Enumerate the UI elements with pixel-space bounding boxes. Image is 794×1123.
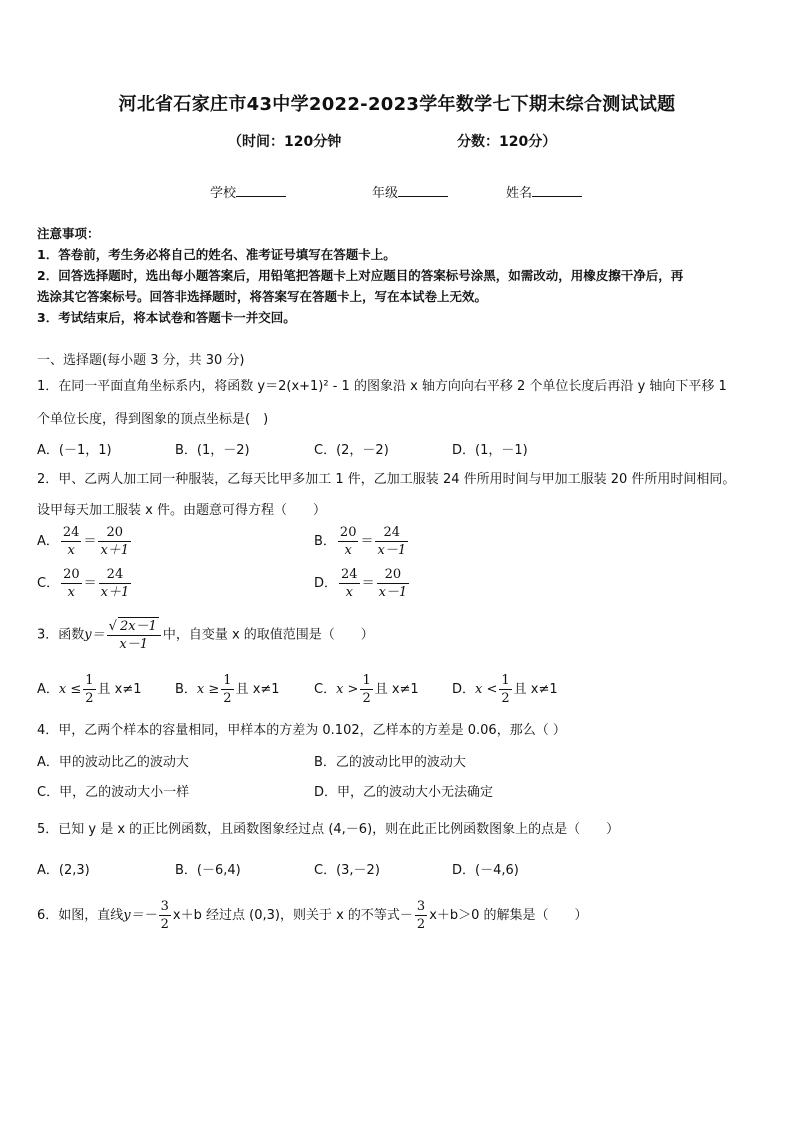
- q6-stem: 6．如图，直线y＝－ $\frac{3}{2}$ x＋b 经过点 (0,3)，则关于 x 的不等式－ $\frac{3}{2}$ x＋b＞0 的解集是（ ）: [37, 899, 588, 932]
- q1-option-b[interactable]: B．(1，－2): [175, 443, 250, 458]
- q5-option-a[interactable]: A．(2,3): [37, 863, 90, 878]
- page-title: 河北省石家庄市43中学2022-2023学年数学七下期末综合测试试题: [118, 94, 676, 115]
- q2-option-c[interactable]: C． $\frac{20}{x}$ ＝ $\frac{24}{x+1}$: [37, 567, 130, 600]
- fraction: $\frac{24}{x}$: [341, 567, 358, 600]
- name-blank[interactable]: [532, 184, 582, 197]
- grade-field: [372, 182, 448, 201]
- note-item: 1．答卷前，考生务必将自己的姓名、准考证号填写在答题卡上。: [37, 247, 396, 262]
- fraction: $\frac{1}{2}$: [501, 673, 510, 706]
- q2-stem-line2: 设甲每天加工服装 x 件。由题意可得方程（ ）: [37, 503, 326, 518]
- fraction: $\frac{24}{x-1}$: [377, 525, 407, 558]
- exam-score: 分数：120分）: [457, 134, 557, 150]
- fraction: $\frac{20}{x+1}$: [100, 525, 130, 558]
- fraction: $\frac{24}{x}$: [62, 525, 80, 558]
- q2-option-d[interactable]: D． $\frac{24}{x}$ ＝ $\frac{20}{x-1}$: [314, 567, 408, 600]
- q2-stem-line1: 2．甲、乙两人加工同一种服装，乙每天比甲多加工 1 件，乙加工服装 24 件所用时间与甲加工服装 20 件所用时间相同。: [37, 472, 736, 487]
- q1-option-c[interactable]: C．(2，－2): [314, 443, 389, 458]
- school-blank[interactable]: [236, 184, 286, 197]
- q5-option-b[interactable]: B．(－6,4): [175, 863, 241, 878]
- option-label: B．: [314, 534, 336, 549]
- name-field: [506, 182, 582, 201]
- notes-heading: 注意事项：: [37, 226, 100, 241]
- q1-stem-line1: 1．在同一平面直角坐标系内，将函数 y＝2(x+1)² - 1 的图象沿 x 轴方向向右平移 2 个单位长度后再沿 y 轴向下平移 1: [37, 379, 727, 394]
- school-field: [210, 182, 286, 201]
- fraction: $\frac{3}{2}$: [160, 899, 169, 932]
- option-label: A．: [37, 534, 59, 549]
- q4-option-a[interactable]: A．甲的波动比乙的波动大: [37, 755, 189, 770]
- grade-blank[interactable]: [398, 184, 448, 197]
- q1-stem-line2: 个单位长度，得到图象的顶点坐标是( ): [37, 412, 269, 427]
- note-item: 2．回答选择题时，选出每小题答案后，用铅笔把答题卡上对应题目的答案标号涂黑，如需改动，用橡皮擦干净后，再: [37, 268, 684, 283]
- q3-stem: 3．函数y＝ $\frac{√ 2x-1}{x-1}$ 中，自变量 x 的取值范围是（ ）: [37, 619, 374, 652]
- exam-time: （时间：120分钟: [228, 134, 342, 150]
- q5-stem: 5．已知 y 是 x 的正比例函数，且函数图象经过点 (4,－6)，则在此正比例函数图象上的点是（ ）: [37, 822, 620, 837]
- fraction: $\frac{3}{2}$: [416, 899, 426, 932]
- q3-option-a[interactable]: A．x ≤ $\frac{1}{2}$ 且 x≠1: [37, 673, 142, 706]
- q4-stem: 4．甲，乙两个样本的容量相同，甲样本的方差为 0.102，乙样本的方差是 0.06，那么（ ）: [37, 723, 566, 738]
- q4-option-d[interactable]: D．甲，乙的波动大小无法确定: [314, 785, 494, 800]
- section-heading: 一、选择题(每小题 3 分，共 30 分): [37, 353, 245, 368]
- fraction: $\frac{20}{x-1}$: [378, 567, 408, 600]
- school-label: 学校: [210, 186, 237, 201]
- q3-option-c[interactable]: C．x > $\frac{1}{2}$ 且 x≠1: [314, 673, 419, 706]
- q3-option-b[interactable]: B．x ≥ $\frac{1}{2}$ 且 x≠1: [175, 673, 280, 706]
- fraction: $\frac{20}{x}$: [339, 525, 357, 558]
- option-label: C．: [37, 576, 60, 591]
- note-item: 3．考试结束后，将本试卷和答题卡一并交回。: [37, 310, 296, 325]
- fraction: $\frac{20}{x}$: [63, 567, 80, 600]
- q5-option-d[interactable]: D．(－4,6): [452, 863, 519, 878]
- q3-option-d[interactable]: D．x < $\frac{1}{2}$ 且 x≠1: [452, 673, 558, 706]
- q1-option-a[interactable]: A．(－1，1): [37, 443, 112, 458]
- q5-option-c[interactable]: C．(3,－2): [314, 863, 380, 878]
- q1-option-d[interactable]: D．(1，－1): [452, 443, 528, 458]
- fraction: $\frac{√ 2x-1}{x-1}$: [107, 617, 161, 653]
- q4-option-b[interactable]: B．乙的波动比甲的波动大: [314, 755, 466, 770]
- name-label: 姓名: [506, 186, 533, 201]
- note-item: 选涂其它答案标号。回答非选择题时，将答案写在答题卡上，写在本试卷上无效。: [37, 289, 488, 304]
- fraction: $\frac{1}{2}$: [223, 673, 232, 706]
- fraction: $\frac{24}{x+1}$: [100, 567, 130, 600]
- option-label: D．: [314, 576, 338, 591]
- q4-option-c[interactable]: C．甲，乙的波动大小一样: [37, 785, 190, 800]
- q2-option-b[interactable]: B． $\frac{20}{x}$ ＝ $\frac{24}{x-1}$: [314, 525, 407, 558]
- q2-option-a[interactable]: A． $\frac{24}{x}$ ＝ $\frac{20}{x+1}$: [37, 525, 130, 558]
- fraction: $\frac{1}{2}$: [362, 673, 371, 706]
- fraction: $\frac{1}{2}$: [85, 673, 94, 706]
- grade-label: 年级: [372, 186, 399, 201]
